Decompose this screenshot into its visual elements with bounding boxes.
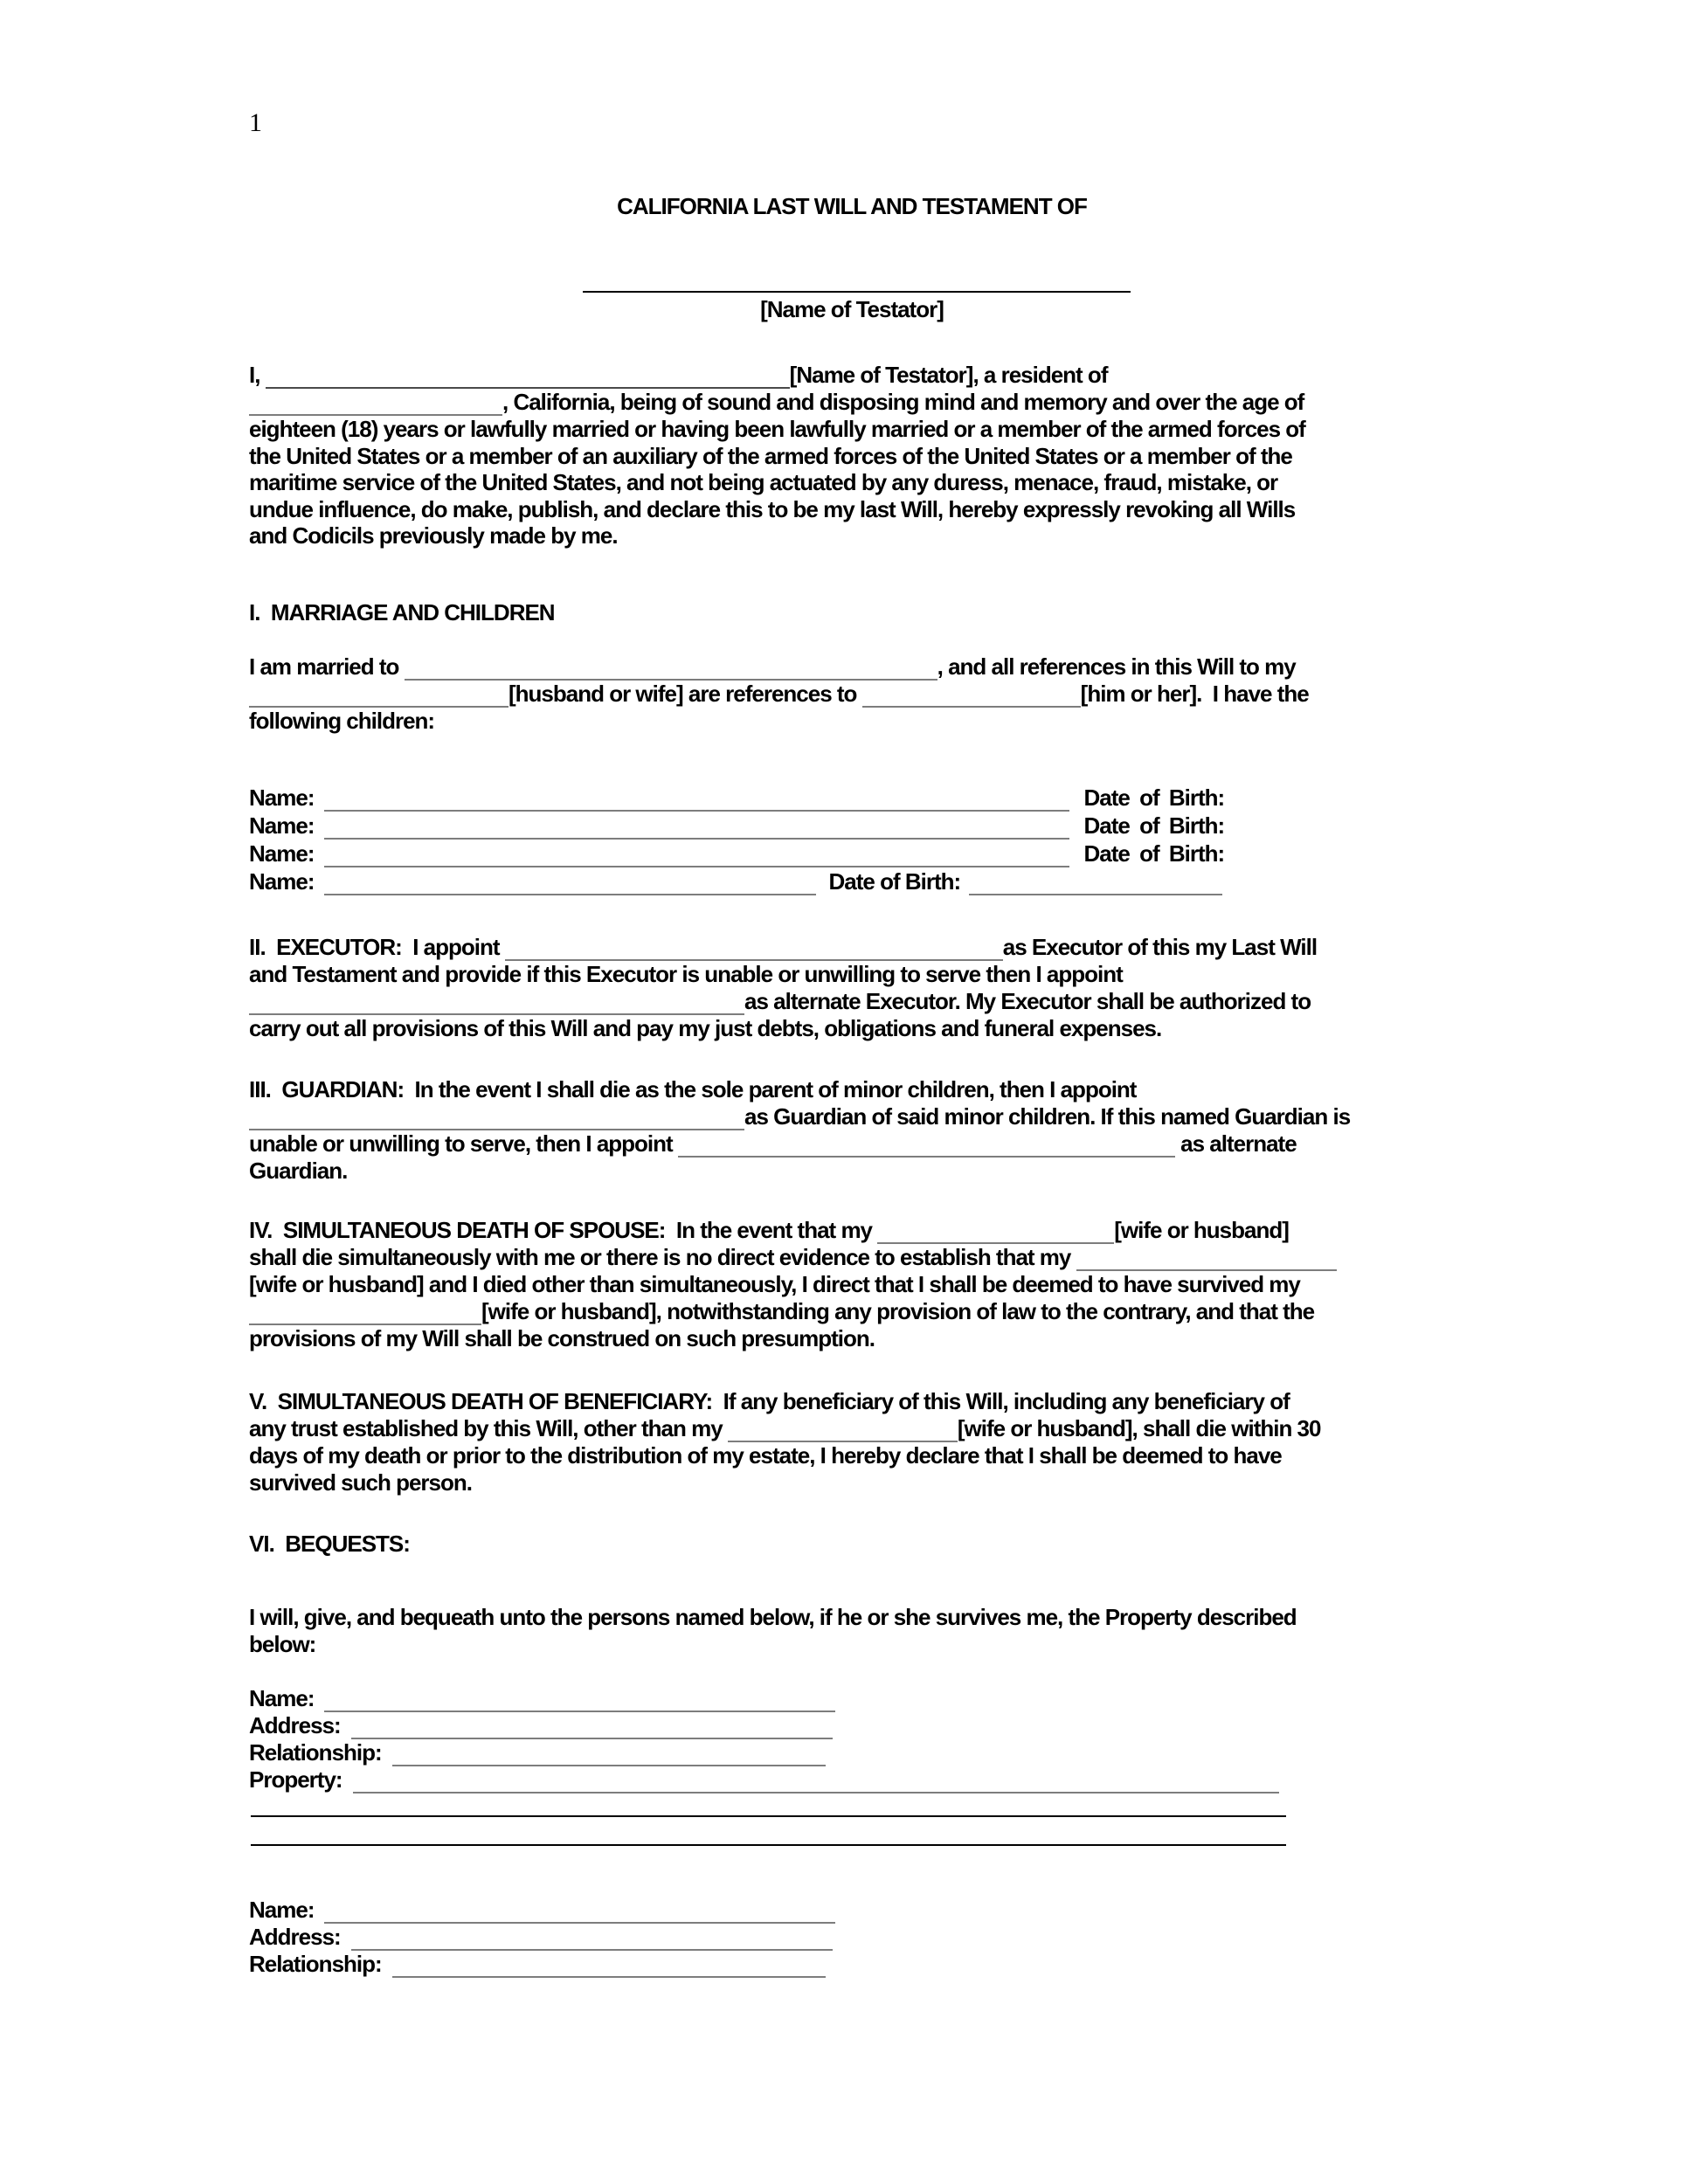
guardian-section: [249, 1076, 1350, 1185]
paragraph-line: [249, 653, 1309, 681]
name-label: Name:: [249, 1685, 315, 1711]
title-row: [249, 193, 1455, 220]
marriage-text: I am married to: [249, 653, 405, 680]
paragraph-line: [249, 1298, 1337, 1325]
bequests-intro: [249, 1604, 1297, 1658]
bequest-field-row: [249, 1951, 835, 1978]
bequest-field-row: [249, 1766, 1279, 1794]
section-heading-marriage: I. MARRIAGE AND CHILDREN: [249, 599, 555, 625]
spouse-death-text: shall die simultaneously with me or there is no direct evidence to establish that my: [249, 1244, 1076, 1270]
caption-row: [249, 296, 1455, 323]
child-dob-label: Date of Birth:: [828, 868, 961, 895]
property-continuation-line: [251, 1844, 1286, 1846]
child-name-label: Name:: [249, 784, 315, 811]
marriage-paragraph: [249, 653, 1309, 735]
marriage-text: [husband or wife] are references to: [508, 681, 862, 707]
beneficiary-address-blank: [351, 1933, 833, 1951]
paragraph-line: [249, 988, 1317, 1015]
testator-name-caption: [Name of Testator]: [760, 296, 944, 322]
spouse-death-section: [249, 1217, 1337, 1352]
spouse-role-blank: [1076, 1254, 1337, 1271]
executor-name-blank: [505, 943, 1003, 961]
name-label: Name:: [249, 1897, 315, 1923]
beneficiary-address-blank: [351, 1722, 833, 1739]
intro-text: [Name of Testator], a resident of: [789, 362, 1108, 388]
paragraph-line: [249, 681, 1309, 708]
beneficiary-name-blank: [324, 1695, 835, 1712]
spouse-role-blank: [728, 1425, 958, 1442]
guardian-name-blank: [249, 1113, 744, 1130]
spouse-death-text: [wife or husband], notwithstanding any provision of law to the contrary, and that the: [481, 1298, 1315, 1324]
paragraph-line: [wife or husband] and I died other than simultaneously, I direct that I shall be deemed to have survived my: [249, 1271, 1300, 1297]
marriage-text: , and all references in this Will to my: [937, 653, 1296, 680]
paragraph-line: below:: [249, 1631, 316, 1657]
child-dob-label: Date of Birth:: [1083, 840, 1225, 867]
spouse-role-blank: [249, 690, 508, 708]
section-heading-bequests: VI. BEQUESTS:: [249, 1531, 410, 1557]
paragraph-line: [249, 1217, 1337, 1244]
spouse-death-text: [wife or husband]: [1114, 1217, 1289, 1243]
beneficiary-text: any trust established by this Will, other than my: [249, 1415, 728, 1441]
bequest-field-row: [249, 1924, 835, 1951]
paragraph-line: [249, 1130, 1350, 1158]
relationship-label: Relationship:: [249, 1739, 382, 1766]
property-description-blank: [353, 1776, 1279, 1794]
paragraph-line: [249, 362, 1305, 389]
spouse-role-blank: [877, 1227, 1114, 1244]
pronoun-blank: [862, 690, 1081, 708]
alternate-guardian-blank: [678, 1140, 1175, 1158]
paragraph-line: the United States or a member of an auxiliary of the armed forces of the United States or a member of the: [249, 442, 1292, 469]
child-row: [249, 840, 1224, 867]
child-row: [249, 812, 1224, 840]
paragraph-line: and Codicils previously made by me.: [249, 522, 618, 549]
executor-section: [249, 934, 1317, 1042]
intro-text: , California, being of sound and disposing mind and memory and over the age of: [502, 389, 1304, 415]
guardian-text: as Guardian of said minor children. If this named Guardian is: [744, 1103, 1351, 1130]
paragraph-line: and Testament and provide if this Executor is unable or unwilling to serve then I appoint: [249, 961, 1123, 987]
bequest-field-row: [249, 1739, 1279, 1766]
paragraph-line: [249, 1103, 1350, 1130]
spouse-death-heading-text: IV. SIMULTANEOUS DEATH OF SPOUSE: In the event that my: [249, 1217, 878, 1243]
testator-name-line: [583, 291, 1131, 293]
child-row: [249, 867, 1224, 895]
paragraph-line: [249, 389, 1305, 416]
executor-text: as Executor of this my Last Will: [1002, 934, 1318, 960]
bequest-block-1: [249, 1685, 1279, 1794]
paragraph-line: eighteen (18) years or lawfully married or having been lawfully married or a member of the armed forces of: [249, 416, 1305, 442]
county-blank: [249, 398, 502, 416]
paragraph-line: days of my death or prior to the distribution of my estate, I hereby declare that I shall be deemed to have: [249, 1442, 1282, 1469]
beneficiary-name-blank: [324, 1906, 835, 1924]
paragraph-line: undue influence, do make, publish, and declare this to be my last Will, hereby expressly revoking all Wills: [249, 495, 1296, 522]
page-number: 1: [249, 108, 262, 137]
executor-heading-text: II. EXECUTOR: I appoint: [249, 934, 505, 960]
paragraph-line: III. GUARDIAN: In the event I shall die as the sole parent of minor children, then I appoint: [249, 1076, 1137, 1102]
paragraph-line: carry out all provisions of this Will and pay my just debts, obligations and funeral expenses.: [249, 1015, 1162, 1041]
paragraph-line: I will, give, and bequeath unto the persons named below, if he or she survives me, the Property described: [249, 1604, 1297, 1630]
alternate-executor-blank: [249, 998, 744, 1015]
child-name-blank: [324, 822, 1069, 840]
paragraph-line: V. SIMULTANEOUS DEATH OF BENEFICIARY: If any beneficiary of this Will, including any beneficiary of: [249, 1388, 1290, 1414]
beneficiary-death-section: [249, 1388, 1320, 1496]
property-continuation-line: [251, 1815, 1286, 1817]
address-label: Address:: [249, 1712, 341, 1738]
spouse-role-blank: [249, 1308, 481, 1325]
bequest-field-row: [249, 1712, 1279, 1739]
intro-text: I,: [249, 362, 266, 388]
guardian-text: unable or unwilling to serve, then I appoint: [249, 1130, 678, 1157]
child-name-label: Name:: [249, 868, 315, 895]
intro-paragraph: [249, 362, 1305, 549]
paragraph-line: [249, 1415, 1320, 1442]
marriage-text: [him or her]. I have the: [1080, 681, 1309, 707]
children-list: [249, 784, 1224, 895]
paragraph-line: maritime service of the United States, and not being actuated by any duress, menace, fraud, mistake, or: [249, 469, 1278, 495]
bequest-field-row: [249, 1685, 1279, 1712]
paragraph-line: survived such person.: [249, 1469, 472, 1496]
executor-text: as alternate Executor. My Executor shall be authorized to: [744, 988, 1311, 1014]
child-dob-label: Date of Birth:: [1083, 784, 1225, 811]
paragraph-line: [249, 1244, 1337, 1271]
bequest-field-row: [249, 1897, 835, 1924]
paragraph-line: [249, 934, 1317, 961]
guardian-text: as alternate: [1174, 1130, 1297, 1157]
child-name-label: Name:: [249, 812, 315, 839]
beneficiary-relationship-blank: [392, 1749, 826, 1766]
paragraph-line: following children:: [249, 708, 435, 734]
spouse-name-blank: [405, 663, 937, 681]
document-title: CALIFORNIA LAST WILL AND TESTAMENT OF: [617, 193, 1087, 219]
child-name-label: Name:: [249, 840, 315, 867]
testator-name-blank: [266, 371, 790, 389]
child-name-blank: [324, 794, 1069, 812]
paragraph-line: provisions of my Will shall be construed on such presumption.: [249, 1325, 875, 1351]
property-label: Property:: [249, 1766, 342, 1793]
child-dob-label: Date of Birth:: [1083, 812, 1225, 839]
bequest-block-2: [249, 1897, 835, 1978]
child-row: [249, 784, 1224, 812]
paragraph-line: Guardian.: [249, 1158, 348, 1184]
beneficiary-relationship-blank: [392, 1960, 826, 1978]
relationship-label: Relationship:: [249, 1951, 382, 1977]
child-name-blank: [324, 878, 816, 895]
child-dob-blank: [969, 878, 1222, 895]
beneficiary-text: [wife or husband], shall die within 30: [957, 1415, 1321, 1441]
address-label: Address:: [249, 1924, 341, 1950]
child-name-blank: [324, 850, 1069, 867]
